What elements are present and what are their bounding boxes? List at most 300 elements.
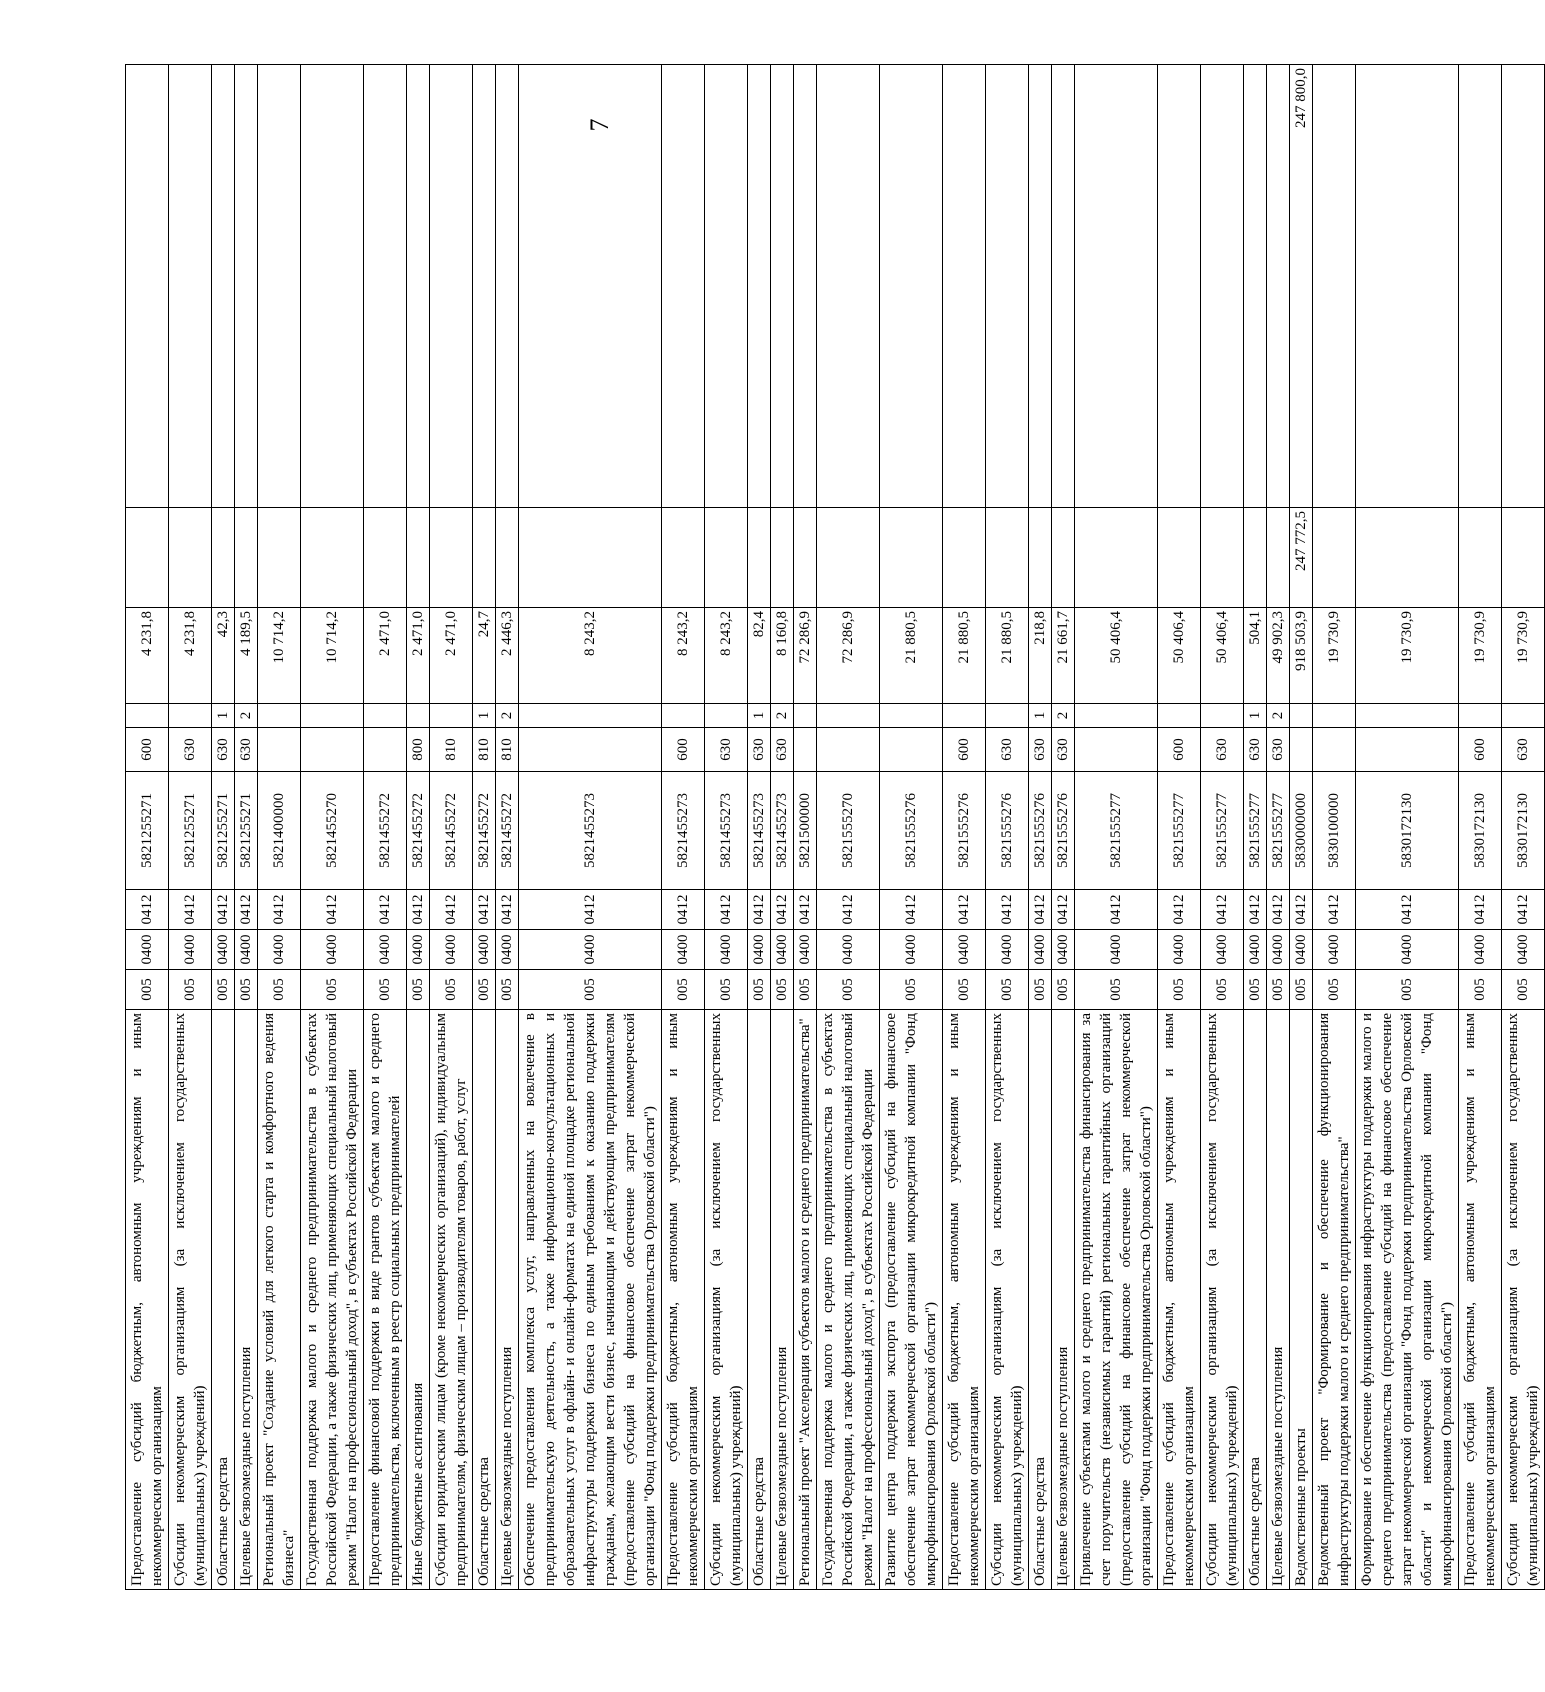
cell-value-2 [1356, 508, 1459, 608]
cell-pr: 0412 [1029, 890, 1052, 930]
cell-value-3 [662, 65, 705, 508]
cell-src [301, 704, 364, 728]
table-row [794, 65, 817, 1590]
cell-value-3 [1201, 65, 1244, 508]
cell-src [1459, 704, 1502, 728]
cell-value-2 [817, 508, 880, 608]
cell-ved: 005 [748, 970, 771, 1010]
cell-name: Предоставление финансовой поддержки в виде грантов субъектам малого и среднего предпринимательства, включенным в реестр социальных предпринимателей [364, 1010, 407, 1590]
cell-vr: 630 [1244, 728, 1267, 772]
cell-value-1: 72 286,9 [817, 608, 880, 704]
cell-value-3 [364, 65, 407, 508]
cell-value-2 [1459, 508, 1502, 608]
cell-value-1: 8 160,8 [771, 608, 794, 704]
cell-ved: 005 [126, 970, 169, 1010]
cell-src [794, 704, 817, 728]
cell-value-1: 8 243,2 [662, 608, 705, 704]
cell-name: Субсидии некоммерческим организациям (за исключением государственных (муниципальных) учреждений) [1502, 1010, 1545, 1590]
cell-pr: 0412 [169, 890, 212, 930]
cell-src [1075, 704, 1158, 728]
cell-csr: 5821455272 [430, 772, 473, 890]
cell-src [662, 704, 705, 728]
table-row [986, 65, 1029, 1590]
cell-value-1: 21 661,7 [1052, 608, 1075, 704]
cell-pr: 0412 [212, 890, 235, 930]
cell-src [1502, 704, 1545, 728]
cell-vr: 630 [1502, 728, 1545, 772]
cell-value-1: 504,1 [1244, 608, 1267, 704]
table-row [496, 65, 519, 1590]
cell-value-3 [169, 65, 212, 508]
cell-rz: 0400 [1052, 930, 1075, 970]
cell-value-1: 19 730,9 [1356, 608, 1459, 704]
cell-value-3 [1158, 65, 1201, 508]
cell-value-1: 19 730,9 [1313, 608, 1356, 704]
cell-src [1158, 704, 1201, 728]
cell-pr: 0412 [235, 890, 258, 930]
cell-name: Субсидии некоммерческим организациям (за исключением государственных (муниципальных) учреждений) [169, 1010, 212, 1590]
cell-src [943, 704, 986, 728]
cell-src [1356, 704, 1459, 728]
cell-value-2 [169, 508, 212, 608]
cell-csr: 5821255271 [126, 772, 169, 890]
cell-rz: 0400 [1502, 930, 1545, 970]
cell-ved: 005 [169, 970, 212, 1010]
cell-value-2 [235, 508, 258, 608]
cell-value-3 [705, 65, 748, 508]
cell-value-1: 4 189,5 [235, 608, 258, 704]
cell-value-1: 218,8 [1029, 608, 1052, 704]
cell-rz: 0400 [662, 930, 705, 970]
cell-name: Субсидии некоммерческим организациям (за исключением государственных (муниципальных) учреждений) [705, 1010, 748, 1590]
cell-value-3 [817, 65, 880, 508]
cell-value-1: 50 406,4 [1201, 608, 1244, 704]
cell-value-1: 21 880,5 [880, 608, 943, 704]
cell-ved: 005 [1290, 970, 1313, 1010]
cell-value-1: 72 286,9 [794, 608, 817, 704]
cell-rz: 0400 [1313, 930, 1356, 970]
cell-value-3 [771, 65, 794, 508]
table-row [1502, 65, 1545, 1590]
cell-ved: 005 [943, 970, 986, 1010]
cell-value-3 [473, 65, 496, 508]
table-row [1290, 65, 1313, 1590]
cell-value-1: 82,4 [748, 608, 771, 704]
cell-vr: 630 [1052, 728, 1075, 772]
cell-value-3 [519, 65, 662, 508]
cell-pr: 0412 [301, 890, 364, 930]
cell-pr: 0412 [1075, 890, 1158, 930]
cell-value-1: 50 406,4 [1075, 608, 1158, 704]
cell-src: 1 [1029, 704, 1052, 728]
cell-src [1290, 704, 1313, 728]
table-row [1158, 65, 1201, 1590]
cell-pr: 0412 [1313, 890, 1356, 930]
cell-pr: 0412 [258, 890, 301, 930]
table-row [407, 65, 430, 1590]
cell-value-1: 2 471,0 [430, 608, 473, 704]
cell-value-2 [126, 508, 169, 608]
cell-value-3 [1244, 65, 1267, 508]
cell-value-1: 19 730,9 [1459, 608, 1502, 704]
cell-value-2 [1052, 508, 1075, 608]
cell-ved: 005 [430, 970, 473, 1010]
cell-ved: 005 [301, 970, 364, 1010]
cell-name: Региональный проект "Акселерация субъектов малого и среднего предпринимательства" [794, 1010, 817, 1590]
cell-vr: 810 [473, 728, 496, 772]
cell-ved: 005 [1052, 970, 1075, 1010]
cell-vr [880, 728, 943, 772]
table-row [169, 65, 212, 1590]
cell-value-1: 24,7 [473, 608, 496, 704]
cell-rz: 0400 [1158, 930, 1201, 970]
cell-ved: 005 [258, 970, 301, 1010]
cell-ved: 005 [235, 970, 258, 1010]
cell-csr: 5821455272 [364, 772, 407, 890]
table-row [771, 65, 794, 1590]
cell-src [430, 704, 473, 728]
table-body [126, 65, 1545, 1590]
cell-ved: 005 [473, 970, 496, 1010]
cell-ved: 005 [496, 970, 519, 1010]
cell-src: 1 [1244, 704, 1267, 728]
cell-vr: 630 [235, 728, 258, 772]
cell-name: Иные бюджетные ассигнования [407, 1010, 430, 1590]
table-row [301, 65, 364, 1590]
cell-value-1: 50 406,4 [1158, 608, 1201, 704]
cell-vr [1356, 728, 1459, 772]
table-row [662, 65, 705, 1590]
cell-csr: 5821255271 [169, 772, 212, 890]
cell-value-1: 8 243,2 [519, 608, 662, 704]
cell-value-2 [364, 508, 407, 608]
cell-value-2 [1158, 508, 1201, 608]
cell-vr: 630 [771, 728, 794, 772]
cell-value-3 [430, 65, 473, 508]
table-row [430, 65, 473, 1590]
cell-vr [258, 728, 301, 772]
cell-rz: 0400 [126, 930, 169, 970]
cell-value-2 [1313, 508, 1356, 608]
cell-csr: 5821555277 [1201, 772, 1244, 890]
cell-value-3 [1029, 65, 1052, 508]
cell-value-2 [473, 508, 496, 608]
cell-pr: 0412 [1459, 890, 1502, 930]
cell-ved: 005 [794, 970, 817, 1010]
cell-rz: 0400 [794, 930, 817, 970]
cell-src [258, 704, 301, 728]
cell-value-3 [301, 65, 364, 508]
cell-csr: 5821555276 [1052, 772, 1075, 890]
cell-pr: 0412 [662, 890, 705, 930]
table-row [258, 65, 301, 1590]
cell-value-1: 42,3 [212, 608, 235, 704]
cell-pr: 0412 [1290, 890, 1313, 930]
cell-vr [519, 728, 662, 772]
cell-ved: 005 [1201, 970, 1244, 1010]
cell-value-3: 247 800,0 [1290, 65, 1313, 508]
cell-csr: 5821555277 [1267, 772, 1290, 890]
cell-value-3 [880, 65, 943, 508]
cell-vr [301, 728, 364, 772]
cell-src [705, 704, 748, 728]
cell-rz: 0400 [748, 930, 771, 970]
cell-name: Целевые безвозмездные поступления [496, 1010, 519, 1590]
cell-vr [794, 728, 817, 772]
cell-vr: 630 [212, 728, 235, 772]
cell-value-3 [1356, 65, 1459, 508]
cell-ved: 005 [212, 970, 235, 1010]
page-number: 7 [585, 118, 614, 132]
cell-rz: 0400 [473, 930, 496, 970]
table-row [1201, 65, 1244, 1590]
cell-vr: 630 [169, 728, 212, 772]
cell-value-1: 49 902,3 [1267, 608, 1290, 704]
cell-vr: 600 [1158, 728, 1201, 772]
cell-rz: 0400 [496, 930, 519, 970]
cell-csr: 5821455273 [705, 772, 748, 890]
table-row [1459, 65, 1502, 1590]
cell-rz: 0400 [1290, 930, 1313, 970]
cell-value-2 [943, 508, 986, 608]
cell-ved: 005 [407, 970, 430, 1010]
cell-name: Предоставление субсидий бюджетным, автономным учреждениям и иным некоммерческим организациям [126, 1010, 169, 1590]
cell-pr: 0412 [880, 890, 943, 930]
cell-rz: 0400 [943, 930, 986, 970]
table-row [817, 65, 880, 1590]
cell-name: Предоставление субсидий бюджетным, автономным учреждениям и иным некоммерческим организациям [1158, 1010, 1201, 1590]
cell-name: Целевые безвозмездные поступления [771, 1010, 794, 1590]
cell-ved: 005 [1459, 970, 1502, 1010]
table-row [1052, 65, 1075, 1590]
cell-src [880, 704, 943, 728]
table-row [1267, 65, 1290, 1590]
cell-csr: 5821455273 [748, 772, 771, 890]
cell-src: 2 [1052, 704, 1075, 728]
cell-name: Субсидии некоммерческим организациям (за исключением государственных (муниципальных) учреждений) [1201, 1010, 1244, 1590]
cell-value-2 [301, 508, 364, 608]
cell-value-2 [771, 508, 794, 608]
cell-name: Целевые безвозмездные поступления [235, 1010, 258, 1590]
cell-pr: 0412 [705, 890, 748, 930]
cell-csr: 5821455270 [301, 772, 364, 890]
cell-name: Государственная поддержка малого и среднего предпринимательства в субъектах Российской Федерации, а также физических лиц, применяющих специальный налоговый режим "Налог на профессиональный доход", в субъектах Российской Федерации [817, 1010, 880, 1590]
cell-value-3 [258, 65, 301, 508]
cell-value-1: 2 471,0 [407, 608, 430, 704]
cell-value-2 [748, 508, 771, 608]
cell-value-3 [126, 65, 169, 508]
cell-src [519, 704, 662, 728]
cell-name: Субсидии юридическим лицам (кроме некоммерческих организаций), индивидуальным предпринимателям, физическим лицам – производителям товаров, работ, услуг [430, 1010, 473, 1590]
cell-src: 2 [1267, 704, 1290, 728]
cell-src: 1 [473, 704, 496, 728]
cell-ved: 005 [1356, 970, 1459, 1010]
cell-name: Предоставление субсидий бюджетным, автономным учреждениям и иным некоммерческим организациям [662, 1010, 705, 1590]
cell-src [126, 704, 169, 728]
cell-csr: 5821400000 [258, 772, 301, 890]
cell-ved: 005 [771, 970, 794, 1010]
cell-value-3 [1459, 65, 1502, 508]
cell-rz: 0400 [364, 930, 407, 970]
cell-csr: 5821555276 [943, 772, 986, 890]
cell-vr: 630 [1201, 728, 1244, 772]
cell-rz: 0400 [430, 930, 473, 970]
cell-csr: 5821455272 [407, 772, 430, 890]
cell-pr: 0412 [473, 890, 496, 930]
cell-name: Государственная поддержка малого и среднего предпринимательства в субъектах Российской Федерации, а также физических лиц, применяющих специальный налоговый режим "Налог на профессиональный доход", в субъектах Российской Федерации [301, 1010, 364, 1590]
cell-pr: 0412 [430, 890, 473, 930]
cell-value-3 [943, 65, 986, 508]
table-row [364, 65, 407, 1590]
cell-pr: 0412 [364, 890, 407, 930]
cell-name: Областные средства [748, 1010, 771, 1590]
cell-value-3 [794, 65, 817, 508]
cell-csr: 5821555276 [986, 772, 1029, 890]
cell-value-3 [1075, 65, 1158, 508]
cell-value-2 [880, 508, 943, 608]
cell-vr [1290, 728, 1313, 772]
cell-vr: 630 [1029, 728, 1052, 772]
cell-pr: 0412 [496, 890, 519, 930]
cell-rz: 0400 [1267, 930, 1290, 970]
cell-ved: 005 [662, 970, 705, 1010]
cell-csr: 5821555276 [1029, 772, 1052, 890]
cell-value-2 [1267, 508, 1290, 608]
cell-value-1: 2 446,3 [496, 608, 519, 704]
table-row [1313, 65, 1356, 1590]
cell-rz: 0400 [1075, 930, 1158, 970]
table-row [705, 65, 748, 1590]
cell-csr: 5821455273 [519, 772, 662, 890]
table-row [1029, 65, 1052, 1590]
cell-name: Целевые безвозмездные поступления [1052, 1010, 1075, 1590]
cell-ved: 005 [1244, 970, 1267, 1010]
cell-src [169, 704, 212, 728]
table-row [473, 65, 496, 1590]
cell-value-1: 918 503,9 [1290, 608, 1313, 704]
cell-name: Ведомственные проекты [1290, 1010, 1313, 1590]
cell-value-2 [519, 508, 662, 608]
cell-ved: 005 [1313, 970, 1356, 1010]
cell-pr: 0412 [817, 890, 880, 930]
cell-ved: 005 [817, 970, 880, 1010]
cell-ved: 005 [880, 970, 943, 1010]
cell-src [1313, 704, 1356, 728]
cell-value-1: 21 880,5 [943, 608, 986, 704]
cell-name: Развитие центра поддержки экспорта (предоставление субсидий на финансовое обеспечение затрат некоммерческой организации микрокредитной компании "Фонд микрофинансирования Орловской области") [880, 1010, 943, 1590]
cell-csr: 5821455273 [662, 772, 705, 890]
cell-ved: 005 [1502, 970, 1545, 1010]
cell-ved: 005 [1075, 970, 1158, 1010]
cell-ved: 005 [986, 970, 1029, 1010]
cell-name: Субсидии некоммерческим организациям (за исключением государственных (муниципальных) учреждений) [986, 1010, 1029, 1590]
cell-rz: 0400 [986, 930, 1029, 970]
cell-value-2 [212, 508, 235, 608]
cell-pr: 0412 [1267, 890, 1290, 930]
cell-rz: 0400 [1244, 930, 1267, 970]
cell-value-2 [430, 508, 473, 608]
cell-value-2: 247 772,5 [1290, 508, 1313, 608]
cell-value-1: 10 714,2 [301, 608, 364, 704]
cell-ved: 005 [1267, 970, 1290, 1010]
cell-vr: 630 [748, 728, 771, 772]
cell-value-3 [748, 65, 771, 508]
cell-csr: 5821455273 [771, 772, 794, 890]
cell-pr: 0412 [1502, 890, 1545, 930]
cell-pr: 0412 [943, 890, 986, 930]
cell-value-2 [496, 508, 519, 608]
cell-value-3 [496, 65, 519, 508]
cell-value-1: 10 714,2 [258, 608, 301, 704]
cell-value-3 [1052, 65, 1075, 508]
cell-name: Предоставление субсидий бюджетным, автономным учреждениям и иным некоммерческим организациям [1459, 1010, 1502, 1590]
cell-value-2 [1502, 508, 1545, 608]
cell-value-2 [662, 508, 705, 608]
table-row [235, 65, 258, 1590]
cell-csr: 5821455272 [473, 772, 496, 890]
cell-pr: 0412 [1244, 890, 1267, 930]
cell-value-1: 8 243,2 [705, 608, 748, 704]
cell-pr: 0412 [1201, 890, 1244, 930]
cell-name: Ведомственный проект "Формирование и обеспечение функционирования инфраструктуры поддержки малого и среднего предпринимательства" [1313, 1010, 1356, 1590]
cell-rz: 0400 [212, 930, 235, 970]
cell-src: 2 [496, 704, 519, 728]
cell-value-1: 4 231,8 [169, 608, 212, 704]
cell-pr: 0412 [1356, 890, 1459, 930]
cell-value-2 [794, 508, 817, 608]
cell-csr: 5821555277 [1158, 772, 1201, 890]
cell-src [407, 704, 430, 728]
cell-value-3 [1267, 65, 1290, 508]
cell-vr: 600 [662, 728, 705, 772]
cell-value-3 [235, 65, 258, 508]
cell-name: Обеспечение предоставления комплекса услуг, направленных на вовлечение в предпринимательскую деятельность, а также информационно-консультационных и образовательных услуг в офлайн- и онлайн-форматах на единой площадке региональной инфраструктуры поддержки бизнеса по единым требованиям к оказанию поддержки гражданам, желающим вести бизнес, начинающим и действующим предпринимателям (предоставление субсидий на финансовое обеспечение затрат некоммерческой организации "Фонд поддержки предпринимательства Орловской области") [519, 1010, 662, 1590]
cell-rz: 0400 [407, 930, 430, 970]
cell-csr: 5821555277 [1244, 772, 1267, 890]
cell-rz: 0400 [169, 930, 212, 970]
cell-rz: 0400 [1201, 930, 1244, 970]
cell-pr: 0412 [771, 890, 794, 930]
table-row [1356, 65, 1459, 1590]
cell-vr: 630 [705, 728, 748, 772]
table-row [126, 65, 169, 1590]
cell-csr: 5821555270 [817, 772, 880, 890]
table-row [880, 65, 943, 1590]
cell-csr: 5821455272 [496, 772, 519, 890]
cell-pr: 0412 [407, 890, 430, 930]
cell-csr: 5830172130 [1502, 772, 1545, 890]
cell-rz: 0400 [301, 930, 364, 970]
cell-ved: 005 [364, 970, 407, 1010]
cell-csr: 5821255271 [235, 772, 258, 890]
cell-vr: 800 [407, 728, 430, 772]
cell-value-2 [1029, 508, 1052, 608]
cell-value-2 [1075, 508, 1158, 608]
cell-ved: 005 [1158, 970, 1201, 1010]
cell-src: 1 [212, 704, 235, 728]
cell-name: Предоставление субсидий бюджетным, автономным учреждениям и иным некоммерческим организациям [943, 1010, 986, 1590]
cell-vr: 810 [496, 728, 519, 772]
cell-value-3 [1502, 65, 1545, 508]
table-row [519, 65, 662, 1590]
cell-vr [1313, 728, 1356, 772]
cell-value-3 [1313, 65, 1356, 508]
cell-value-1: 4 231,8 [126, 608, 169, 704]
cell-value-2 [1244, 508, 1267, 608]
cell-src: 1 [748, 704, 771, 728]
cell-value-2 [1201, 508, 1244, 608]
cell-csr: 5821555276 [880, 772, 943, 890]
